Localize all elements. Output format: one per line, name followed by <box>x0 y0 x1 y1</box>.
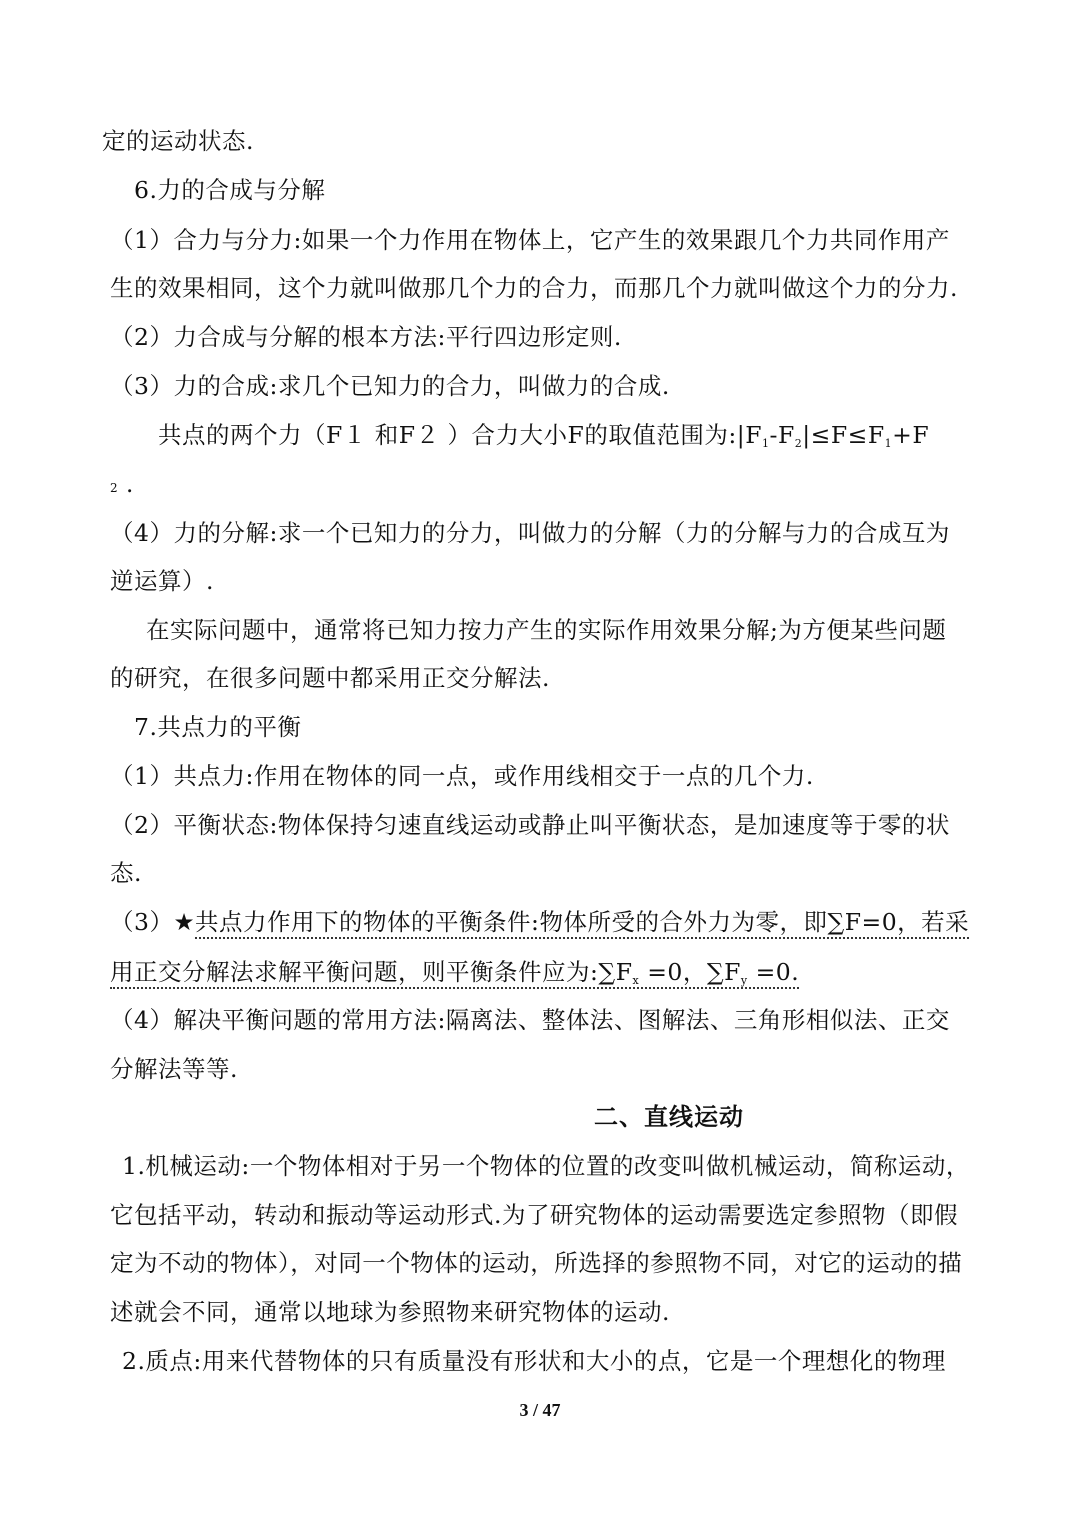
text-line: （1）合力与分力:如果一个力作用在物体上，它产生的效果跟几个力共同作用产 <box>110 226 950 254</box>
text-line: 述就会不同，通常以地球为参照物来研究物体的运动. <box>110 1298 670 1326</box>
text-run: 用正交分解法求解平衡问题，则平衡条件应为:∑F <box>110 958 633 986</box>
star-icon: ★ <box>173 908 196 936</box>
section-title-6: 6.力的合成与分解 <box>134 176 326 204</box>
text-line: 态. <box>110 859 142 887</box>
text-line: 定为不动的物体），对同一个物体的运动，所选择的参照物不同，对它的运动的描 <box>110 1249 963 1277</box>
text-line: （1）共点力:作用在物体的同一点，或作用线相交于一点的几个力. <box>110 762 814 790</box>
subscript: 2 <box>794 437 803 450</box>
text-run: =0. <box>747 958 800 986</box>
text-line: （2）平衡状态:物体保持匀速直线运动或静止叫平衡状态，是加速度等于零的状 <box>110 811 950 839</box>
text-run: （3） <box>110 908 174 936</box>
subscript: 1 <box>762 437 770 450</box>
key-point-line <box>110 957 799 987</box>
text-line: （4）力的分解:求一个已知力的分力，叫做力的分解（力的分解与力的合成互为 <box>110 519 950 547</box>
text-line: 1.机械运动:一个物体相对于另一个物体的位置的改变叫做机械运动，简称运动， <box>122 1152 970 1180</box>
text-line: （4）解决平衡问题的常用方法:隔离法、整体法、图解法、三角形相似法、正交 <box>110 1006 950 1034</box>
subscript: 2 <box>110 481 119 495</box>
text-line: 生的效果相同，这个力就叫做那几个力的合力，而那几个力就叫做这个力的分力. <box>110 274 958 302</box>
text-line: 2.质点:用来代替物体的只有质量没有形状和大小的点，它是一个理想化的物理 <box>122 1347 946 1375</box>
formula-continuation <box>110 470 134 500</box>
subscript: x <box>632 974 640 987</box>
text-line: 的研究，在很多问题中都采用正交分解法. <box>110 664 550 692</box>
text-run: 共点的两个力（F１ 和F２ ）合力大小F的取值范围为:|F <box>158 421 762 449</box>
subscript: 1 <box>884 437 893 450</box>
text-line: （3）力的合成:求几个已知力的合力，叫做力的合成. <box>110 372 670 400</box>
text-line: 逆运算）. <box>110 567 214 595</box>
key-point-line <box>110 907 969 937</box>
text-line: 分解法等等. <box>110 1055 238 1083</box>
text-run: |≤F≤F <box>802 421 885 449</box>
page-number: 3 / 47 <box>519 1400 561 1420</box>
subscript: y <box>740 974 748 987</box>
section-title-7: 7.共点力的平衡 <box>134 713 302 741</box>
formula-line <box>158 420 929 450</box>
text-line: 在实际问题中，通常将已知力按力产生的实际作用效果分解;为方便某些问题 <box>146 616 947 644</box>
text-run: . <box>118 472 134 498</box>
highlighted-text: 共点力作用下的物体的平衡条件:物体所受的合外力为零，即∑F=0，若采 <box>195 908 969 939</box>
text-line: （2）力合成与分解的根本方法:平行四边形定则. <box>110 323 622 351</box>
text-run: -F <box>769 421 795 449</box>
text-run: =0，∑F <box>639 958 741 986</box>
chapter-heading: 二、直线运动 <box>594 1102 744 1131</box>
highlighted-text <box>110 958 799 989</box>
text-run: +F <box>892 421 930 449</box>
text-line: 定的运动状态. <box>102 127 254 155</box>
text-line: 它包括平动，转动和振动等运动形式.为了研究物体的运动需要选定参照物（即假 <box>110 1201 958 1229</box>
